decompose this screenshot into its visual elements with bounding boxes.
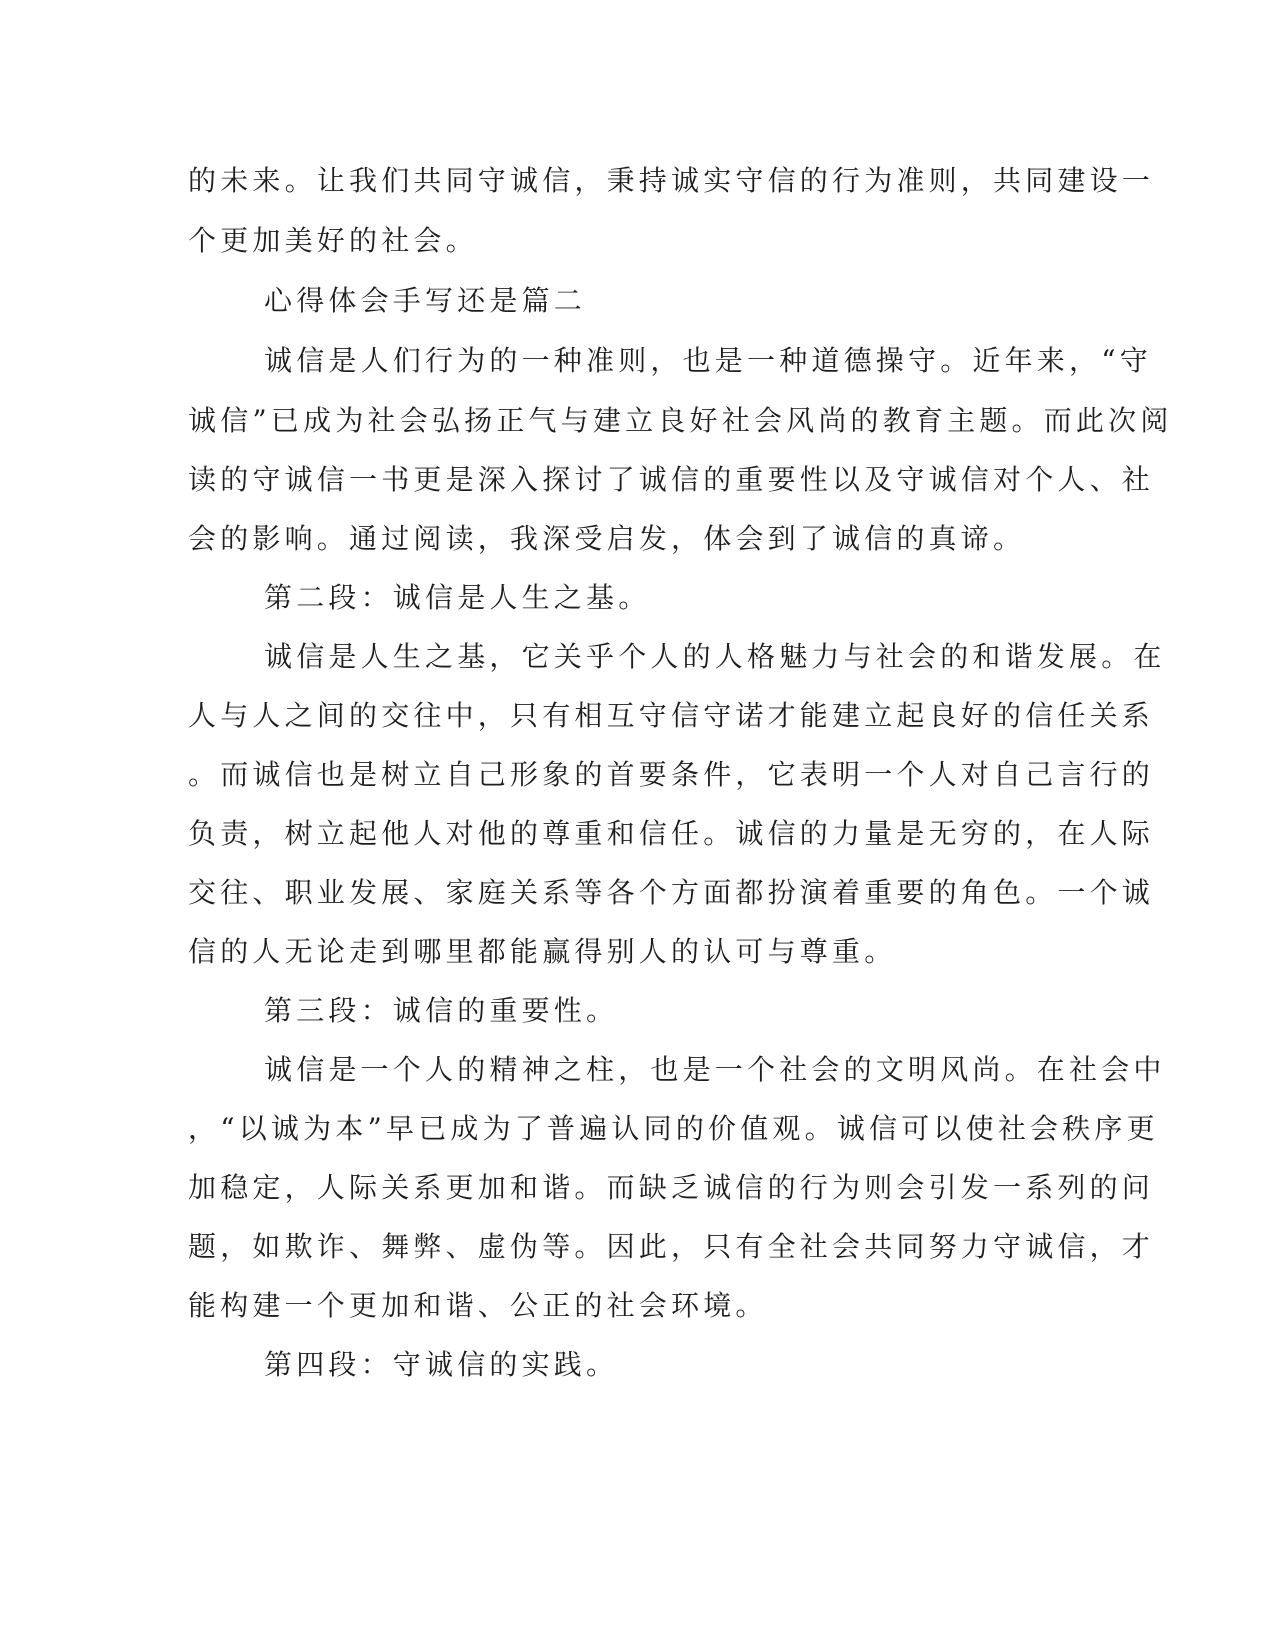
paragraph-line: 诚信”已成为社会弘扬正气与建立良好社会风尚的教育主题。而此次阅 xyxy=(188,404,1173,437)
section-heading: 第二段：诚信是人生之基。 xyxy=(264,581,651,614)
paragraph-line: 诚信是一个人的精神之柱，也是一个社会的文明风尚。在社会中 xyxy=(264,1053,1166,1086)
paragraph-line: ，“以诚为本”早已成为了普遍认同的价值观。诚信可以使社会秩序更 xyxy=(188,1112,1159,1145)
paragraph-line: 读的守诚信一书更是深入探讨了诚信的重要性以及守诚信对个人、社 xyxy=(188,463,1155,496)
paragraph-line: 。而诚信也是树立自己形象的首要条件，它表明一个人对自己言行的 xyxy=(188,758,1155,791)
section-heading: 第四段：守诚信的实践。 xyxy=(264,1348,619,1381)
paragraph-line: 个更加美好的社会。 xyxy=(188,224,478,257)
section-heading: 第三段：诚信的重要性。 xyxy=(264,994,619,1027)
paragraph-line: 诚信是人生之基，它关乎个人的人格魅力与社会的和谐发展。在 xyxy=(264,640,1166,673)
paragraph-line: 负责，树立起他人对他的尊重和信任。诚信的力量是无穷的，在人际 xyxy=(188,817,1155,850)
paragraph-line: 会的影响。通过阅读，我深受启发，体会到了诚信的真谛。 xyxy=(188,522,1026,555)
paragraph-line: 交往、职业发展、家庭关系等各个方面都扮演着重要的角色。一个诚 xyxy=(188,876,1155,909)
paragraph-line: 的未来。让我们共同守诚信，秉持诚实守信的行为准则，共同建设一 xyxy=(188,164,1155,197)
paragraph-line: 能构建一个更加和谐、公正的社会环境。 xyxy=(188,1289,768,1322)
paragraph-line: 诚信是人们行为的一种准则，也是一种道德操守。近年来，“守 xyxy=(264,344,1152,377)
paragraph-line: 加稳定，人际关系更加和谐。而缺乏诚信的行为则会引发一系列的问 xyxy=(188,1171,1155,1204)
paragraph-line: 题，如欺诈、舞弊、虚伪等。因此，只有全社会共同努力守诚信，才 xyxy=(188,1230,1155,1263)
section-heading: 心得体会手写还是篇二 xyxy=(264,284,587,317)
paragraph-line: 信的人无论走到哪里都能赢得别人的认可与尊重。 xyxy=(188,935,897,968)
paragraph-line: 人与人之间的交往中，只有相互守信守诺才能建立起良好的信任关系 xyxy=(188,699,1155,732)
